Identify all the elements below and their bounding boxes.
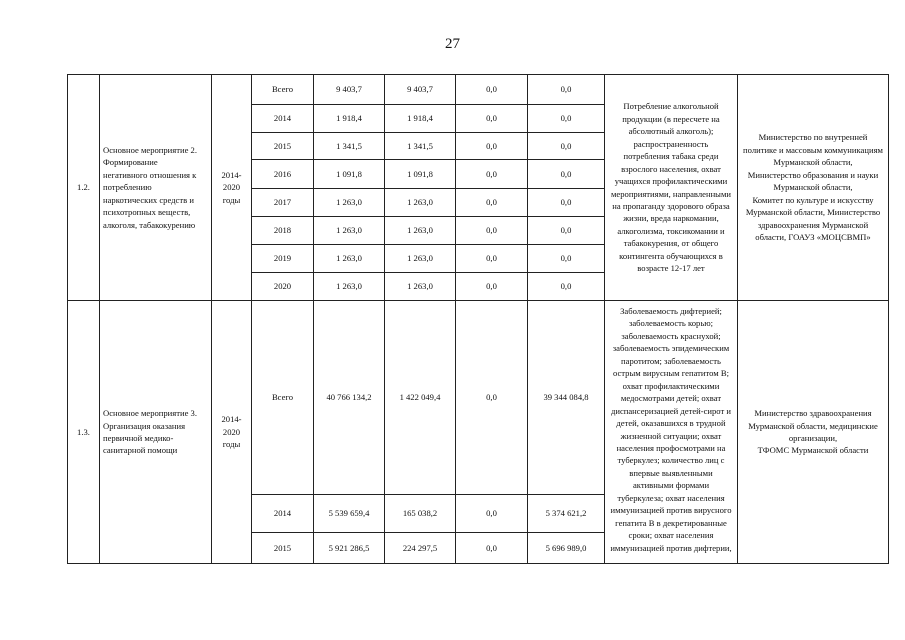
funding-label: Всего [252,301,314,495]
funding-regional: 9 403,7 [385,75,456,105]
funding-other: 0,0 [528,160,605,189]
row-number: 1.2. [68,75,100,301]
funding-label: 2014 [252,105,314,133]
funding-federal: 0,0 [456,245,528,273]
target-indicators-cell [605,301,738,564]
funding-total: 5 539 659,4 [314,494,385,533]
activity-name: Основное мероприятие 3. Организация оказания первичной медико- санитарной помощи [100,301,212,564]
executors: Министерство по внутренней политике и массовым коммуникациям Мурманской области, Министерство образования и науки Мурманской области, Комитет по культуре и искусству Мурманской области, Министерство здравоохранения Мурманской области, ГОАУЗ «МОЦСВМП» [738,75,889,301]
funding-total: 1 263,0 [314,189,385,217]
funding-other: 0,0 [528,245,605,273]
funding-total: 1 263,0 [314,273,385,301]
page-number: 27 [445,36,460,52]
funding-regional: 1 263,0 [385,217,456,245]
funding-regional: 1 918,4 [385,105,456,133]
funding-federal: 0,0 [456,189,528,217]
funding-other: 0,0 [528,217,605,245]
activity-name: Основное мероприятие 2. Формирование негативного отношения к потреблению наркотических средств и психотропных веществ, алкоголя, табакокурению [100,75,212,301]
table-row [68,75,889,105]
funding-label: 2014 [252,494,314,533]
funding-other: 5 696 989,0 [528,533,605,564]
funding-federal: 0,0 [456,273,528,301]
funding-federal: 0,0 [456,217,528,245]
row-number: 1.3. [68,301,100,564]
funding-label: 2016 [252,160,314,189]
funding-federal: 0,0 [456,160,528,189]
funding-other: 39 344 084,8 [528,301,605,495]
executors: Министерство здравоохранения Мурманской области, медицинские организации, ТФОМС Мурманской области [738,301,889,564]
activity-years: 2014- 2020 годы [212,301,252,564]
funding-regional: 1 263,0 [385,245,456,273]
funding-federal: 0,0 [456,301,528,495]
funding-total: 1 341,5 [314,133,385,160]
funding-label: 2015 [252,133,314,160]
funding-total: 1 091,8 [314,160,385,189]
funding-total: 1 263,0 [314,217,385,245]
funding-federal: 0,0 [456,133,528,160]
funding-label: 2020 [252,273,314,301]
funding-regional: 1 341,5 [385,133,456,160]
funding-label: 2018 [252,217,314,245]
funding-total: 1 263,0 [314,245,385,273]
funding-regional: 1 422 049,4 [385,301,456,495]
funding-label: 2019 [252,245,314,273]
funding-other: 0,0 [528,189,605,217]
funding-federal: 0,0 [456,75,528,105]
target-indicators: Заболеваемость дифтерией; заболеваемость корью; заболеваемость краснухой; заболеваемость эпидемическим паротитом; заболеваемость острым вирусным гепатитом В; охват профилактическими медосмотрами детей; охват диспансеризацией детей-сирот и детей, оказавшихся в трудной жизненной ситуации; охват населения профосмотрами на туберкулез; количество лиц с впервые выявленными активными формами туберкулеза; охват населения иммунизацией против вирусного гепатита В в декретированные сроки; охват населения иммунизацией против дифтерии, [610,306,732,553]
funding-total: 5 921 286,5 [314,533,385,564]
funding-regional: 224 297,5 [385,533,456,564]
funding-label: 2015 [252,533,314,564]
funding-other: 0,0 [528,105,605,133]
funding-other: 0,0 [528,75,605,105]
activity-years: 2014- 2020 годы [212,75,252,301]
funding-other: 0,0 [528,273,605,301]
funding-federal: 0,0 [456,105,528,133]
funding-total: 1 918,4 [314,105,385,133]
target-indicators: Потребление алкогольной продукции (в пересчете на абсолютный алкоголь); распространенность потребления табака среди взрослого населения, охват учащихся профилактическими мероприятиями, направленными на пропаганду здорового образа жизни, вреда наркомании, алкоголизма, токсикомании и табакокурения, от общего контингента обучающихся в возрасте 12-17 лет [605,75,738,301]
funding-total: 40 766 134,2 [314,301,385,495]
funding-regional: 1 091,8 [385,160,456,189]
funding-federal: 0,0 [456,494,528,533]
funding-regional: 165 038,2 [385,494,456,533]
funding-label: 2017 [252,189,314,217]
funding-federal: 0,0 [456,533,528,564]
table-row [68,301,889,495]
funding-total: 9 403,7 [314,75,385,105]
funding-other: 0,0 [528,133,605,160]
program-table [67,74,889,564]
funding-other: 5 374 621,2 [528,494,605,533]
funding-regional: 1 263,0 [385,189,456,217]
funding-label: Всего [252,75,314,105]
funding-regional: 1 263,0 [385,273,456,301]
